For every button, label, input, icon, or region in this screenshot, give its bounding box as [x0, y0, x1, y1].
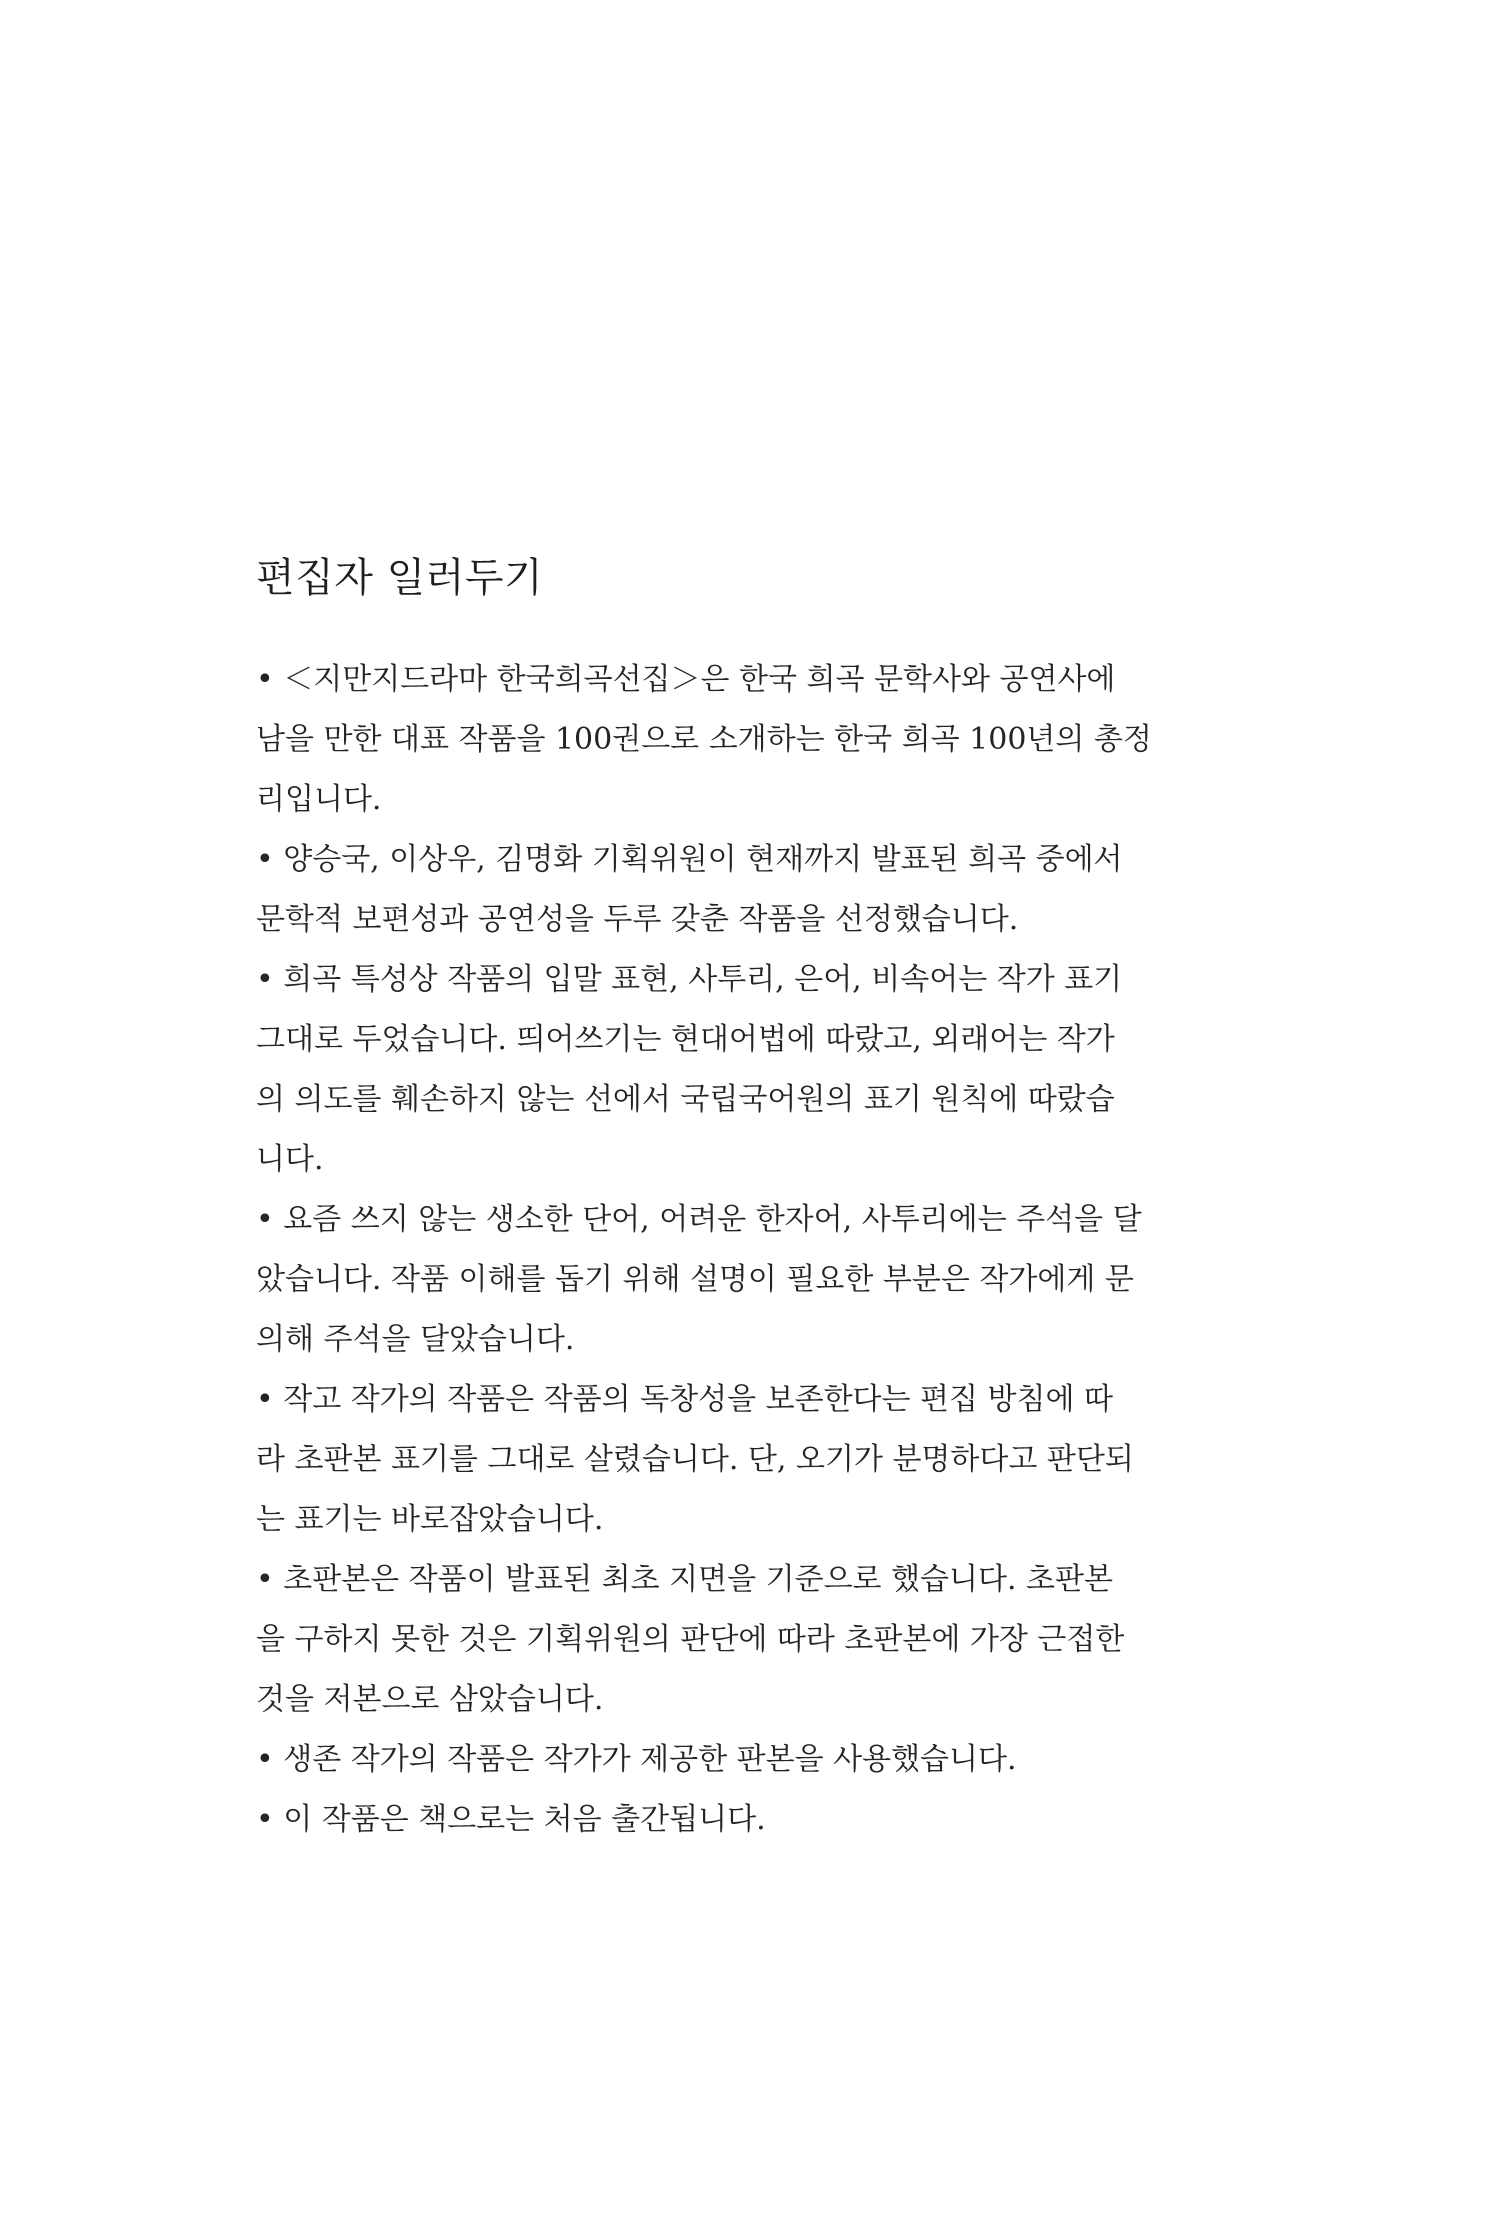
note-line: • 초판본은 작품이 발표된 최초 지면을 기준으로 했습니다. 초판본	[256, 1562, 1113, 1597]
note-item	[256, 1790, 1256, 1850]
note-line: 남을 만한 대표 작품을 100권으로 소개하는 한국 희곡 100년의 총정	[256, 722, 1152, 757]
note-line: • 이 작품은 책으로는 처음 출간됩니다.	[256, 1802, 766, 1837]
note-line: 문학적 보편성과 공연성을 두루 갖춘 작품을 선정했습니다.	[256, 902, 1019, 937]
note-line: 니다.	[256, 1142, 324, 1177]
note-line: 것을 저본으로 삼았습니다.	[256, 1682, 604, 1717]
note-line: 을 구하지 못한 것은 기획위원의 판단에 따라 초판본에 가장 근접한	[256, 1622, 1125, 1657]
note-item	[256, 1190, 1256, 1370]
note-line: 의해 주석을 달았습니다.	[256, 1322, 575, 1357]
note-item	[256, 650, 1256, 830]
note-line: 았습니다. 작품 이해를 돕기 위해 설명이 필요한 부분은 작가에게 문	[256, 1262, 1134, 1297]
note-item	[256, 830, 1256, 950]
note-item	[256, 1370, 1256, 1550]
note-line: 의 의도를 훼손하지 않는 선에서 국립국어원의 표기 원칙에 따랐습	[256, 1082, 1115, 1117]
note-line: • 양승국, 이상우, 김명화 기획위원이 현재까지 발표된 희곡 중에서	[256, 842, 1123, 877]
note-item	[256, 950, 1256, 1190]
note-line: • 작고 작가의 작품은 작품의 독창성을 보존한다는 편집 방침에 따	[256, 1382, 1113, 1417]
note-item	[256, 1730, 1256, 1790]
note-line: • 생존 작가의 작품은 작가가 제공한 판본을 사용했습니다.	[256, 1742, 1017, 1777]
editor-notes-list	[256, 650, 1256, 1850]
note-line: 그대로 두었습니다. 띄어쓰기는 현대어법에 따랐고, 외래어는 작가	[256, 1022, 1115, 1057]
note-line: • ＜지만지드라마 한국희곡선집＞은 한국 희곡 문학사와 공연사에	[256, 662, 1116, 697]
note-item	[256, 1550, 1256, 1730]
page-title: 편집자 일러두기	[256, 555, 544, 601]
note-line: • 희곡 특성상 작품의 입말 표현, 사투리, 은어, 비속어는 작가 표기	[256, 962, 1123, 997]
note-line: 라 초판본 표기를 그대로 살렸습니다. 단, 오기가 분명하다고 판단되	[256, 1442, 1134, 1477]
note-line: • 요즘 쓰지 않는 생소한 단어, 어려운 한자어, 사투리에는 주석을 달	[256, 1202, 1142, 1237]
note-line: 는 표기는 바로잡았습니다.	[256, 1502, 604, 1537]
note-line: 리입니다.	[256, 782, 382, 817]
